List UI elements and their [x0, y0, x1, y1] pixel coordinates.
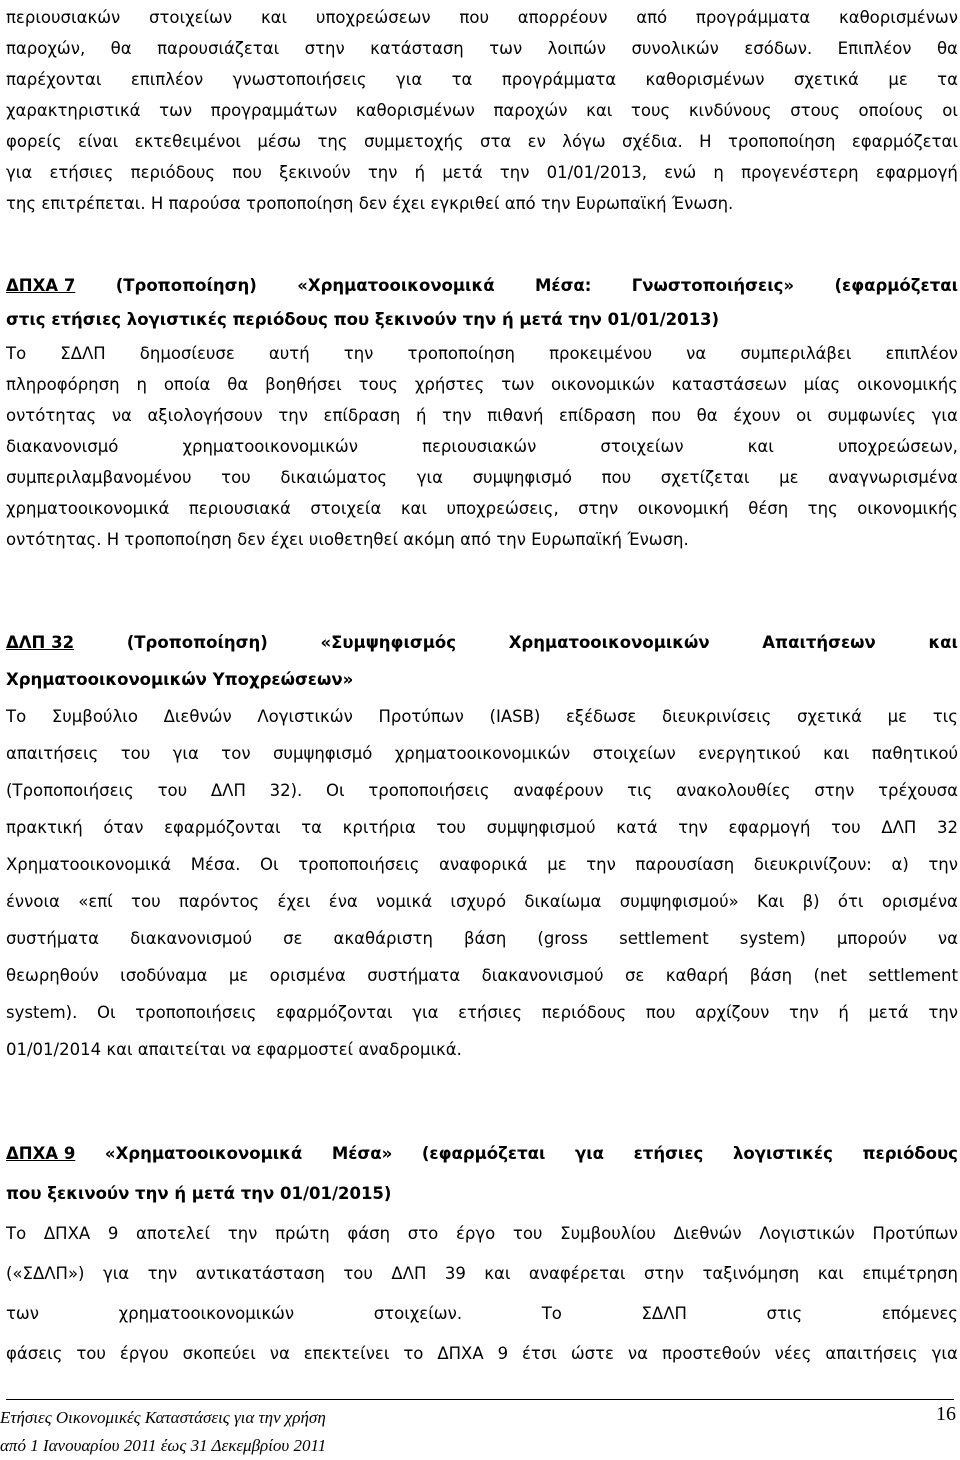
page-number: 16 — [936, 1403, 956, 1425]
text-line: οντότητας να αξιολογήσουν την επίδραση ή την πιθανή επίδραση που θα έχουν οι συμφωνίες για — [6, 406, 958, 425]
text-line: οντότητας. Η τροποποίηση δεν έχει υιοθετηθεί ακόμη από την Ευρωπαϊκή Ένωση. — [6, 530, 689, 549]
text-line: της επιτρέπεται. Η παρούσα τροποποίηση δεν έχει εγκριθεί από την Ευρωπαϊκή Ένωση. — [6, 194, 734, 213]
text-line: συστήματα διακανονισμού σε ακαθάριστη βάση (gross settlement system) μπορούν να — [6, 929, 958, 948]
section-dpxa7 — [6, 270, 958, 555]
standard-code: ΔΠΧΑ 7 — [6, 276, 76, 295]
text-line: απαιτήσεις του για τον συμψηφισμό χρηματοοικονομικών στοιχείων ενεργητικού και παθητικού — [6, 744, 958, 763]
text-line: φορείς είναι εκτεθειμένοι μέσω της συμμετοχής στα εν λόγω σχέδια. Η τροποποίηση εφαρμόζεται — [6, 132, 958, 151]
text-line: Το Συμβούλιο Διεθνών Λογιστικών Προτύπων (IASB) εξέδωσε διευκρινίσεις σχετικά με τις — [6, 707, 958, 726]
text-line: των χρηματοοικονομικών στοιχείων. Το ΣΔΛΠ στις επόμενες — [6, 1304, 958, 1323]
text-line: χρηματοοικονομικά περιουσιακά στοιχεία και υποχρεώσεις, στην οικονομική θέση της οικονομικής — [6, 499, 958, 518]
text-line: Το ΣΔΛΠ δημοσίευσε αυτή την τροποποίηση προκειμένου να συμπεριλάβει επιπλέον — [6, 344, 958, 363]
section-heading-cont: που ξεκινούν την ή μετά την 01/01/2015) — [6, 1184, 392, 1203]
text-line: παροχών, θα παρουσιάζεται στην κατάσταση των λοιπών συνολικών εσόδων. Επιπλέον θα — [6, 39, 958, 58]
text-line: Το ΔΠΧΑ 9 αποτελεί την πρώτη φάση στο έργο του Συμβουλίου Διεθνών Λογιστικών Προτύπων — [6, 1224, 958, 1243]
section-heading-cont: Χρηματοοικονομικών Υποχρεώσεων» — [6, 670, 354, 689]
section-dlp32 — [6, 627, 958, 1065]
text-line: θεωρηθούν ισοδύναμα με ορισμένα συστήματα διακανονισμού σε καθαρή βάση (net settlement — [6, 966, 958, 985]
intro-paragraph — [6, 2, 958, 219]
text-line: παρέχονται επιπλέον γνωστοποιήσεις για τα προγράμματα καθορισμένων σχετικά με τα — [6, 70, 958, 89]
section-heading-cont: στις ετήσιες λογιστικές περιόδους που ξεκινούν την ή μετά την 01/01/2013) — [6, 310, 720, 329]
text-line: χαρακτηριστικά των προγραμμάτων καθορισμένων παροχών και τους κινδύνους στους οποίους οι — [6, 101, 958, 120]
text-line: system). Οι τροποποιήσεις εφαρμόζονται για ετήσιες περιόδους που αρχίζουν την ή μετά την — [6, 1003, 958, 1022]
text-line: 01/01/2014 και απαιτείται να εφαρμοστεί αναδρομικά. — [6, 1040, 462, 1059]
standard-code: ΔΠΧΑ 9 — [6, 1144, 76, 1163]
text-line: φάσεις του έργου σκοπεύει να επεκτείνει το ΔΠΧΑ 9 έτσι ώστε να προστεθούν νέες απαιτήσεις για — [6, 1344, 958, 1363]
footer-divider — [6, 1399, 954, 1400]
text-line: (Τροποποιήσεις του ΔΛΠ 32). Οι τροποποιήσεις αναφέρουν τις ανακολουθίες στην τρέχουσα — [6, 781, 958, 800]
text-line: περιουσιακών στοιχείων και υποχρεώσεων που απορρέουν από προγράμματα καθορισμένων — [6, 8, 958, 27]
text-line: («ΣΔΛΠ») για την αντικατάσταση του ΔΛΠ 39 και αναφέρεται στην ταξινόμηση και επιμέτρηση — [6, 1264, 958, 1283]
text-line: έννοια «επί του παρόντος έχει ένα νομικά ισχυρό δικαίωμα συμψηφισμού» Και β) ότι ορισμένα — [6, 892, 958, 911]
section-heading: ΔΛΠ 32 (Τροποποίηση) «Συμψηφισμός Χρηματοοικονομικών Απαιτήσεων και — [6, 627, 958, 658]
section-dpxa9 — [6, 1138, 958, 1369]
section-heading: ΔΠΧΑ 7 (Τροποποίηση) «Χρηματοοικονομικά Μέσα: Γνωστοποιήσεις» (εφαρμόζεται — [6, 270, 958, 301]
footer-title: Ετήσιες Οικονομικές Καταστάσεις για την χρήση — [0, 1408, 326, 1427]
text-line: πρακτική όταν εφαρμόζονται τα κριτήρια του συμψηφισμού κατά την εφαρμογή του ΔΛΠ 32 — [6, 818, 958, 837]
section-heading: ΔΠΧΑ 9 «Χρηματοοικονομικά Μέσα» (εφαρμόζεται για ετήσιες λογιστικές περιόδους — [6, 1138, 958, 1169]
text-line: για ετήσιες περιόδους που ξεκινούν την ή μετά την 01/01/2013, ενώ η προγενέστερη εφαρμογή — [6, 163, 958, 182]
text-line: Χρηματοοικονομικά Μέσα. Οι τροποποιήσεις αναφορικά με την παρουσίαση διευκρινίζουν: α) την — [6, 855, 958, 874]
text-line: πληροφόρηση η οποία θα βοηθήσει τους χρήστες των οικονομικών καταστάσεων μίας οικονομικής — [6, 375, 958, 394]
text-line: συμπεριλαμβανομένου του δικαιώματος για συμψηφισμό που σχετίζεται με αναγνωρισμένα — [6, 468, 958, 487]
footer-period: από 1 Ιανουαρίου 2011 έως 31 Δεκεμβρίου 2011 — [0, 1436, 327, 1455]
standard-code: ΔΛΠ 32 — [6, 633, 75, 652]
text-line: διακανονισμό χρηματοοικονομικών περιουσιακών στοιχείων και υποχρεώσεων, — [6, 437, 958, 456]
